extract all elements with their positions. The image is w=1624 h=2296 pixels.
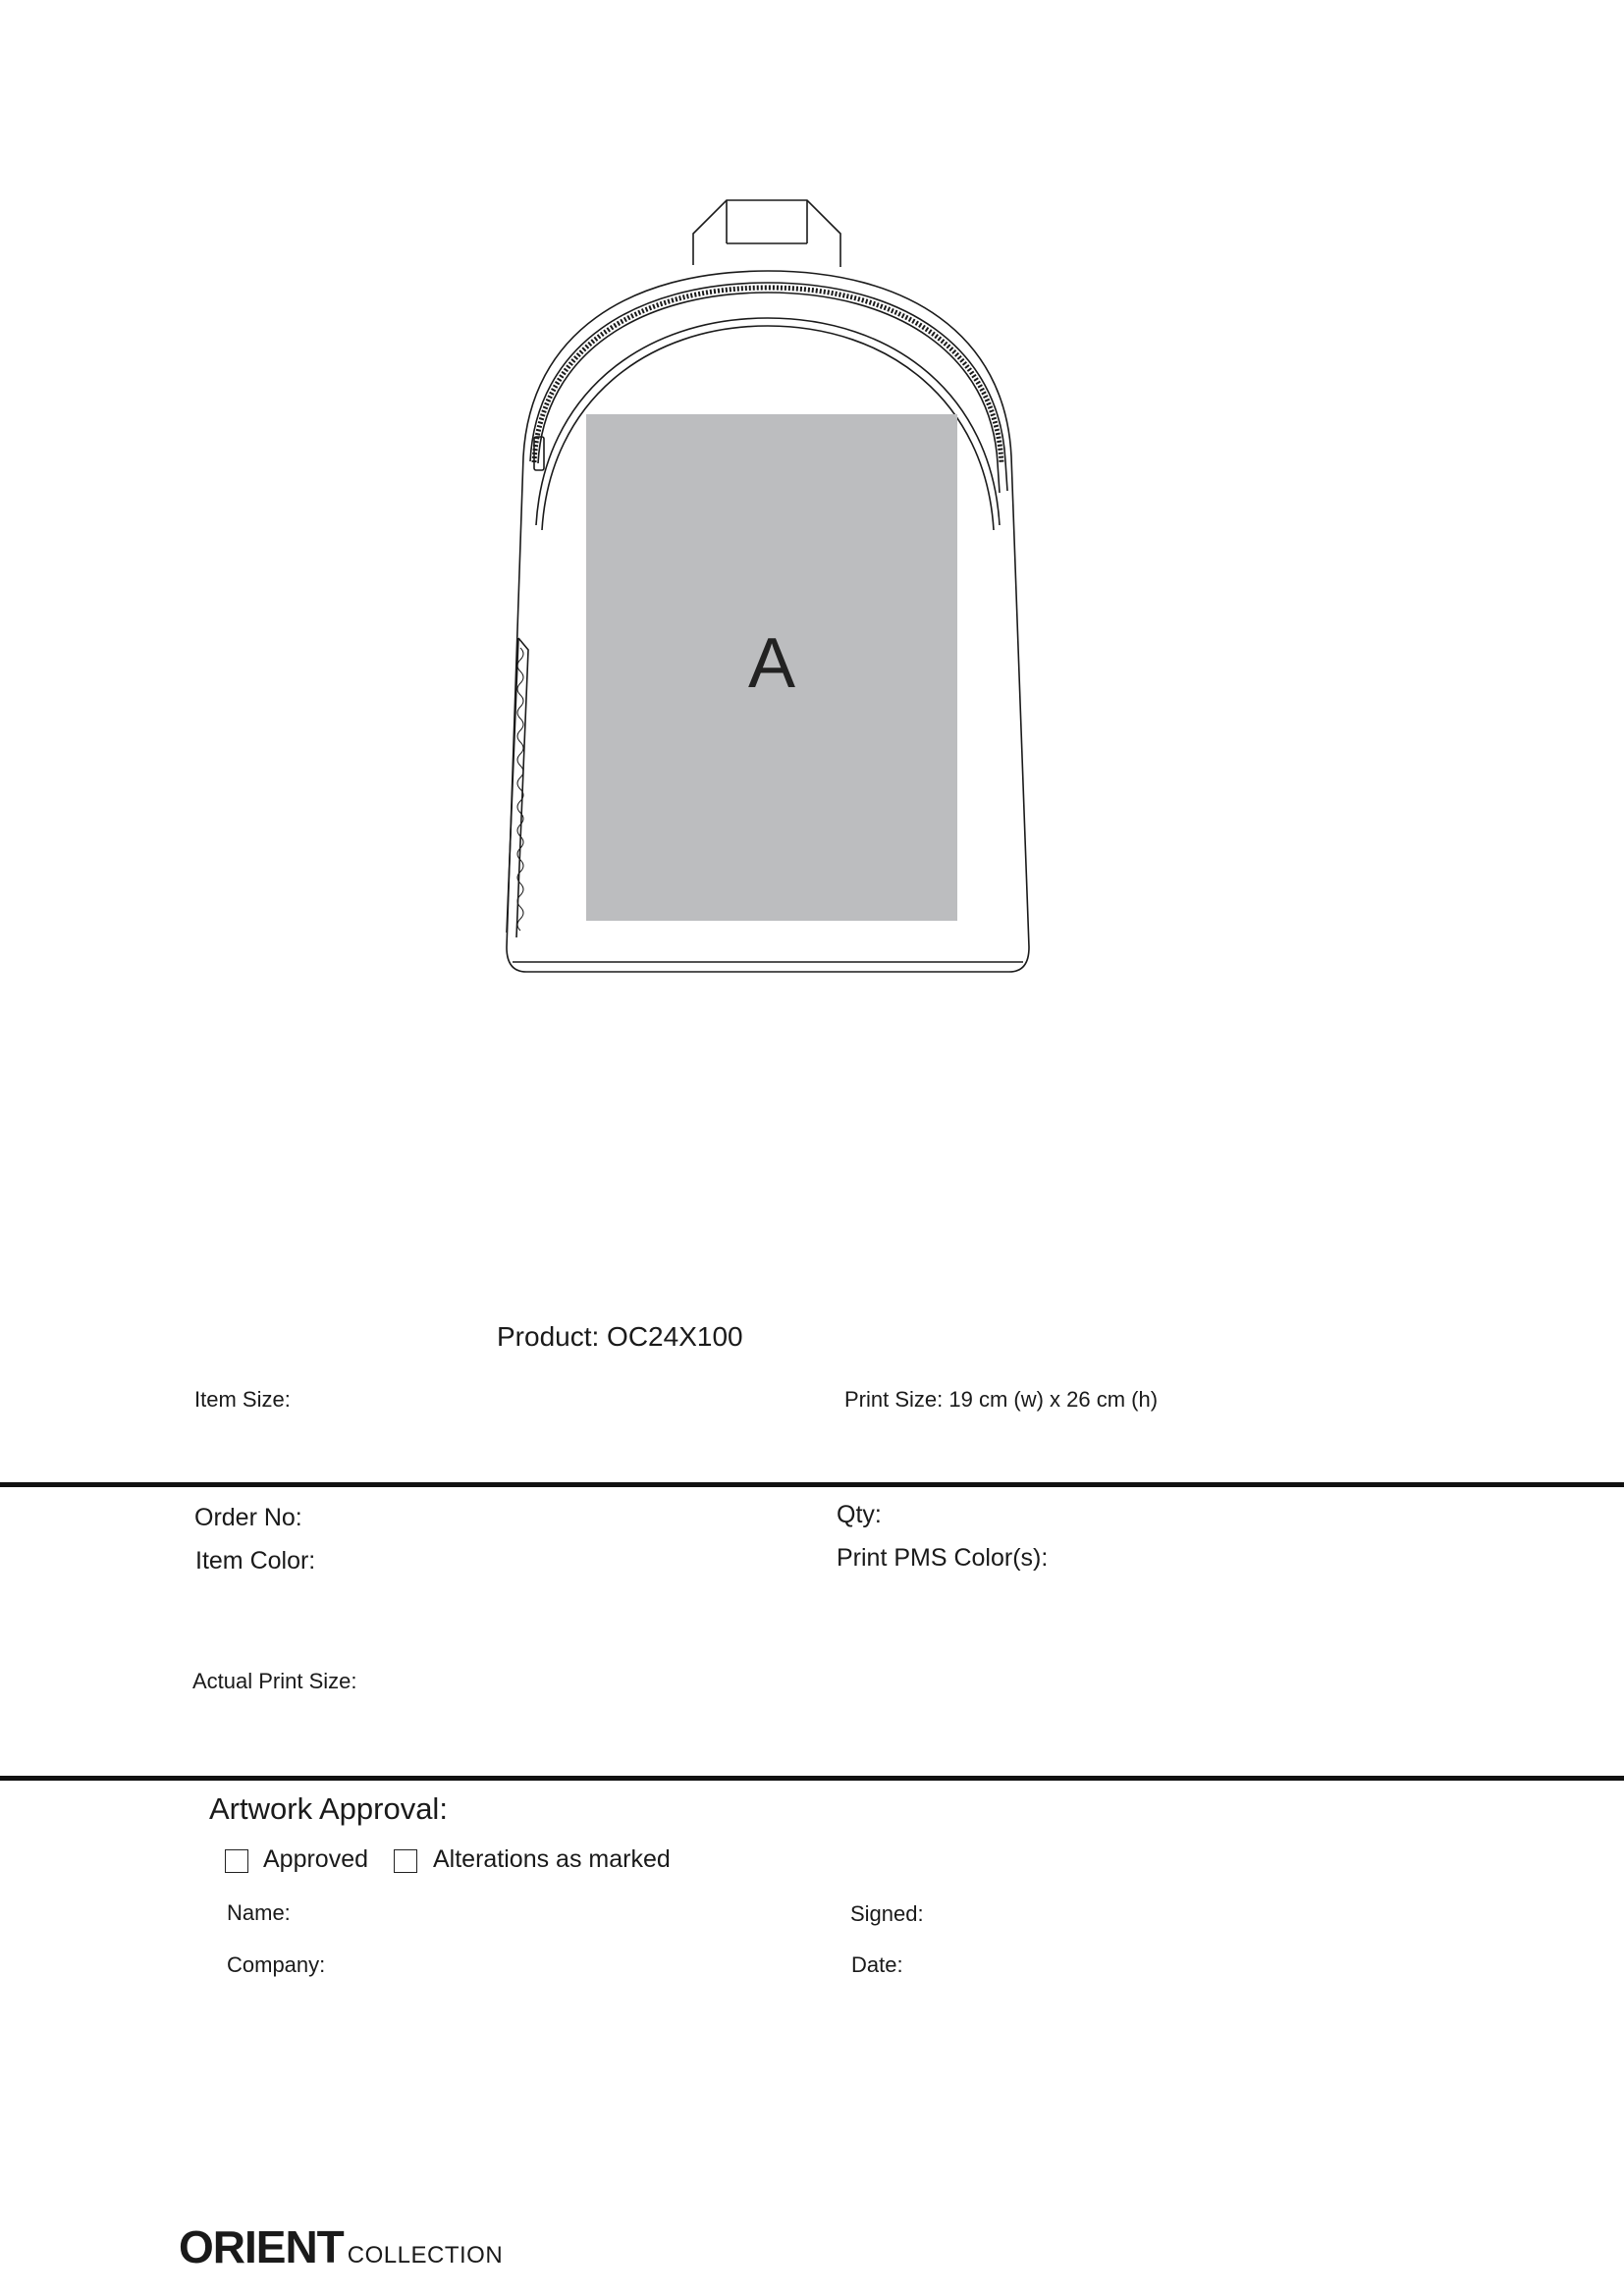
alterations-label: Alterations as marked <box>433 1845 671 1873</box>
handle-outline <box>693 200 840 267</box>
print-area-letter: A <box>747 624 796 703</box>
logo-sub-text: COLLECTION <box>347 2242 504 2269</box>
product-code: Product: OC24X100 <box>497 1321 743 1352</box>
date-label: Date: <box>851 1952 903 1977</box>
actual-print-size-label: Actual Print Size: <box>192 1669 357 1693</box>
divider-bottom <box>0 1776 1624 1781</box>
qty-label: Qty: <box>837 1501 882 1528</box>
approved-label: Approved <box>263 1845 369 1873</box>
backpack-drawing <box>471 187 1060 991</box>
print-pms-color-label: Print PMS Color(s): <box>837 1544 1049 1572</box>
item-size-label: Item Size: <box>194 1387 291 1412</box>
name-label: Name: <box>227 1900 291 1925</box>
divider-top <box>0 1482 1624 1487</box>
approved-checkbox[interactable] <box>225 1849 248 1873</box>
print-size-label: Print Size: 19 cm (w) x 26 cm (h) <box>844 1387 1159 1412</box>
alterations-checkbox[interactable] <box>394 1849 417 1873</box>
side-mesh-pocket <box>507 638 528 937</box>
item-color-label: Item Color: <box>195 1547 316 1575</box>
handle-inner <box>727 200 807 243</box>
order-no-label: Order No: <box>194 1504 302 1531</box>
company-label: Company: <box>227 1952 326 1977</box>
signed-label: Signed: <box>850 1901 924 1926</box>
artwork-approval-heading: Artwork Approval: <box>209 1791 448 1826</box>
logo-main-text: ORIENT <box>179 2221 344 2272</box>
orient-collection-logo <box>179 2220 503 2273</box>
